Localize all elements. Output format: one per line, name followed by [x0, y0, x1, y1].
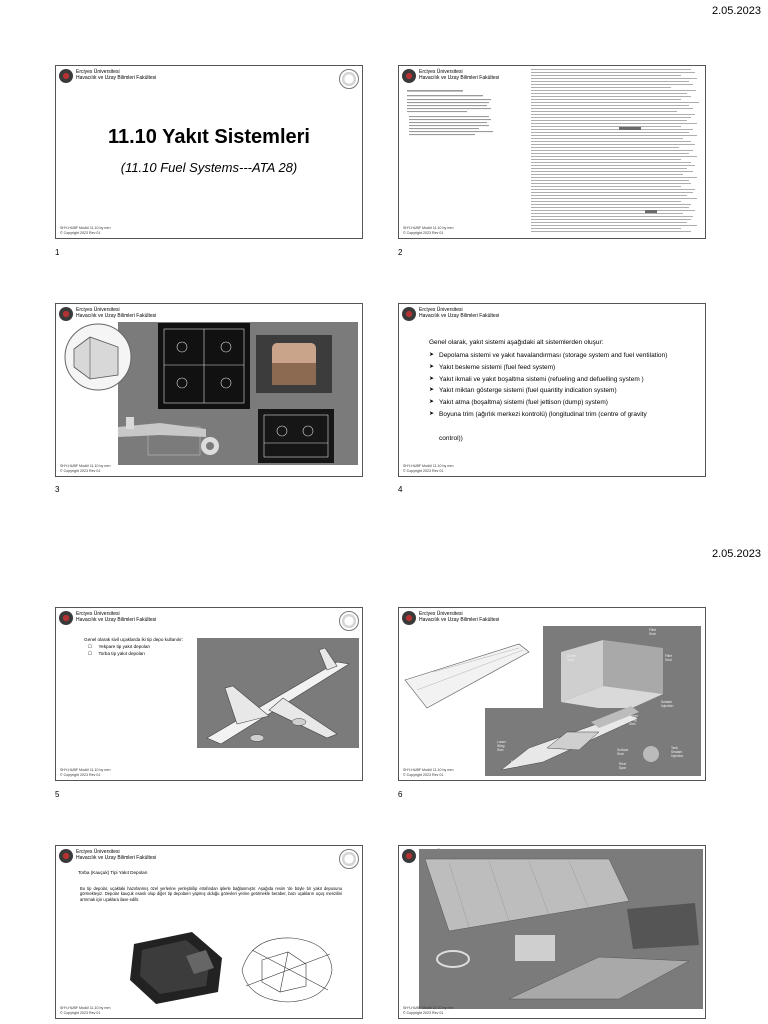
footer-line-1: SHY-HUBF Modül 11.10 by mrn — [60, 226, 111, 230]
faculty-seal-icon — [339, 69, 359, 89]
slide-8[interactable] — [398, 845, 706, 1019]
slide-footer — [403, 768, 454, 777]
slide-number: 3 — [55, 485, 60, 494]
footer-line-1: SHY-HUBF Modül 11.10 by mrn — [403, 464, 454, 468]
list-item: ➤ Yakıt miktarı gösterge sistemi (fuel quantity indication system) — [429, 385, 701, 397]
airliner-tanks-image — [197, 638, 359, 748]
footer-line-2: © Copyright 2023 Rev 01 — [60, 468, 101, 473]
slide-subtitle: (11.10 Fuel Systems---ATA 28) — [120, 160, 298, 175]
faculty-seal-icon — [339, 849, 359, 869]
wing-label: Fillet Seal — [511, 760, 518, 768]
slide-number: 6 — [398, 790, 403, 799]
university-name: Erciyes Üniversitesi — [419, 307, 463, 313]
tank-types-intro: Genel olarak sivil uçaklarda iki tip depo kullanılır: — [84, 637, 184, 642]
faculty-name: Havacılık ve Uzay Bilimleri Fakültesi — [419, 313, 500, 319]
fuel-system-collage-image — [60, 319, 360, 465]
university-name: Erciyes Üniversitesi — [76, 849, 120, 855]
slide-footer — [403, 1006, 454, 1015]
footer-line-1: SHY-HUBF Modül 11.10 by mrn — [403, 226, 454, 230]
tank-type-item-1 — [88, 644, 150, 650]
wing-label: Sealant Injection — [661, 700, 674, 708]
university-logo-icon — [59, 69, 73, 83]
right-column-text-illegible — [527, 67, 703, 237]
footer-line-2: © Copyright 2023 Rev 01 — [403, 230, 444, 235]
faculty-name: Havacılık ve Uzay Bilimleri Fakültesi — [76, 313, 157, 319]
slide-footer — [60, 464, 111, 473]
slide-number: 5 — [55, 790, 60, 799]
bladder-tank-drawing — [232, 930, 342, 1006]
tank-type-item-2 — [88, 651, 145, 657]
university-name: Erciyes Üniversitesi — [419, 69, 463, 75]
faculty-name: Havacılık ve Uzay Bilimleri Fakültesi — [419, 617, 500, 623]
footer-line-2: © Copyright 2023 Rev 01 — [403, 1010, 444, 1015]
wing-label: Dome Seal — [567, 654, 576, 662]
university-name: Erciyes Üniversitesi — [76, 69, 120, 75]
footer-line-1: SHY-HUBF Modül 11.10 by mrn — [60, 464, 111, 468]
slide-5[interactable] — [55, 607, 363, 781]
slide-footer — [60, 1006, 111, 1015]
slide-3[interactable] — [55, 303, 363, 477]
subsystems-intro: Genel olarak, yakıt sistemi aşağıdaki alt sistemlerden oluşur: — [429, 339, 604, 346]
list-item-continuation: control)) — [439, 435, 463, 442]
slide-1[interactable] — [55, 65, 363, 239]
subsystems-list — [429, 350, 701, 421]
wing-label: Fillet Seal — [649, 628, 656, 636]
faculty-name: Havacılık ve Uzay Bilimleri Fakültesi — [76, 75, 157, 81]
slide-6[interactable] — [398, 607, 706, 781]
footer-line-2: © Copyright 2023 Rev 01 — [403, 772, 444, 777]
footer-line-1: SHY-HUBF Modül 11.10 by mrn — [60, 1006, 111, 1010]
list-item: ➤ Yakıt besleme sistemi (fuel feed system) — [429, 362, 701, 374]
wing-label: Tank Sealant Injection — [671, 746, 684, 758]
slide-footer — [403, 226, 454, 235]
bladder-tank-paragraph: Bu tip depolar, uçaktaki hazırlanmış özel yerlerine yerleştirilip etrafından iplerle bağlanmıştır. Aşağıda resim 'de böyle bir yakıt deposunu görmekteyiz. Depolar kauçuk esaslı olup diğer tip depoların yapmış olduğu görevleri yerine getirmekle beraber, bazı uçakların uçuş menzilini artırmak için uçaklara ilave edilir. — [80, 886, 342, 902]
university-logo-icon — [59, 849, 73, 863]
slide-footer — [60, 768, 111, 777]
university-logo-icon — [402, 307, 416, 321]
wing-structure-collage-image — [419, 849, 703, 1009]
faculty-seal-icon — [339, 611, 359, 631]
university-logo-icon — [59, 611, 73, 625]
slide-footer — [403, 464, 454, 473]
slide-number: 4 — [398, 485, 403, 494]
university-logo-icon — [402, 849, 416, 863]
wing-label: Lower Wing Skin — [497, 740, 506, 752]
list-item: ➤ Depolama sistemi ve yakıt havalandırması (storage system and fuel ventilation) — [429, 350, 701, 362]
bladder-tank-heading: Torba (Kauçuk) Tipi Yakıt Depoları — [78, 870, 148, 875]
faculty-name: Havacılık ve Uzay Bilimleri Fakültesi — [76, 617, 157, 623]
page-date-middle: 2.05.2023 — [712, 548, 761, 560]
slide-number: 2 — [398, 248, 403, 257]
wing-label: Fillet Seal — [665, 654, 672, 662]
tank-type-label: Torba tip yakıt depoları — [98, 651, 145, 656]
wing-label: Upper Wing Skin — [629, 714, 638, 726]
wing-tank-sealing-image — [403, 622, 703, 776]
footer-line-1: SHY-HUBF Modül 11.10 by mrn — [60, 768, 111, 772]
tank-type-label: Yekpare tip yakıt depoları — [98, 644, 151, 649]
list-item: ➤ Boyuna trim (ağırlık merkezi kontrolü) (longitudinal trim (centre of gravity — [429, 409, 701, 421]
slide-number: 1 — [55, 248, 60, 257]
faculty-name: Havacılık ve Uzay Bilimleri Fakültesi — [76, 855, 157, 861]
footer-line-1: SHY-HUBF Modül 11.10 by mrn — [403, 1006, 454, 1010]
slide-title: 11.10 Yakıt Sistemleri — [107, 126, 310, 148]
page-date-top: 2.05.2023 — [712, 5, 761, 17]
footer-line-1: SHY-HUBF Modül 11.10 by mrn — [403, 768, 454, 772]
footer-line-2: © Copyright 2023 Rev 01 — [403, 468, 444, 473]
university-name: Erciyes Üniversitesi — [76, 307, 120, 313]
wing-label: Surface Seal — [617, 748, 629, 756]
university-logo-icon — [402, 69, 416, 83]
wing-label: Rear Spar — [619, 762, 627, 770]
checkbox-bullet-icon: ☐ — [88, 651, 93, 656]
bladder-tank-photo — [126, 928, 226, 1006]
list-item: ➤ Yakıt ikmali ve yakıt boşaltma sistemi (refueling and defuelling system ) — [429, 374, 701, 386]
list-item: ➤ Yakıt atma (boşaltma) sistemi (fuel jettison (dump) system) — [429, 397, 701, 409]
faculty-name: Havacılık ve Uzay Bilimleri Fakültesi — [419, 75, 500, 81]
university-name: Erciyes Üniversitesi — [76, 611, 120, 617]
university-name: Erciyes Üniversitesi — [419, 611, 463, 617]
checkbox-bullet-icon: ☐ — [88, 644, 93, 649]
slide-4[interactable] — [398, 303, 706, 477]
slide-7[interactable] — [55, 845, 363, 1019]
footer-line-2: © Copyright 2023 Rev 01 — [60, 772, 101, 777]
slide-2[interactable] — [398, 65, 706, 239]
slide-footer — [60, 226, 111, 235]
footer-line-2: © Copyright 2023 Rev 01 — [60, 1010, 101, 1015]
footer-line-2: © Copyright 2023 Rev 01 — [60, 230, 101, 235]
